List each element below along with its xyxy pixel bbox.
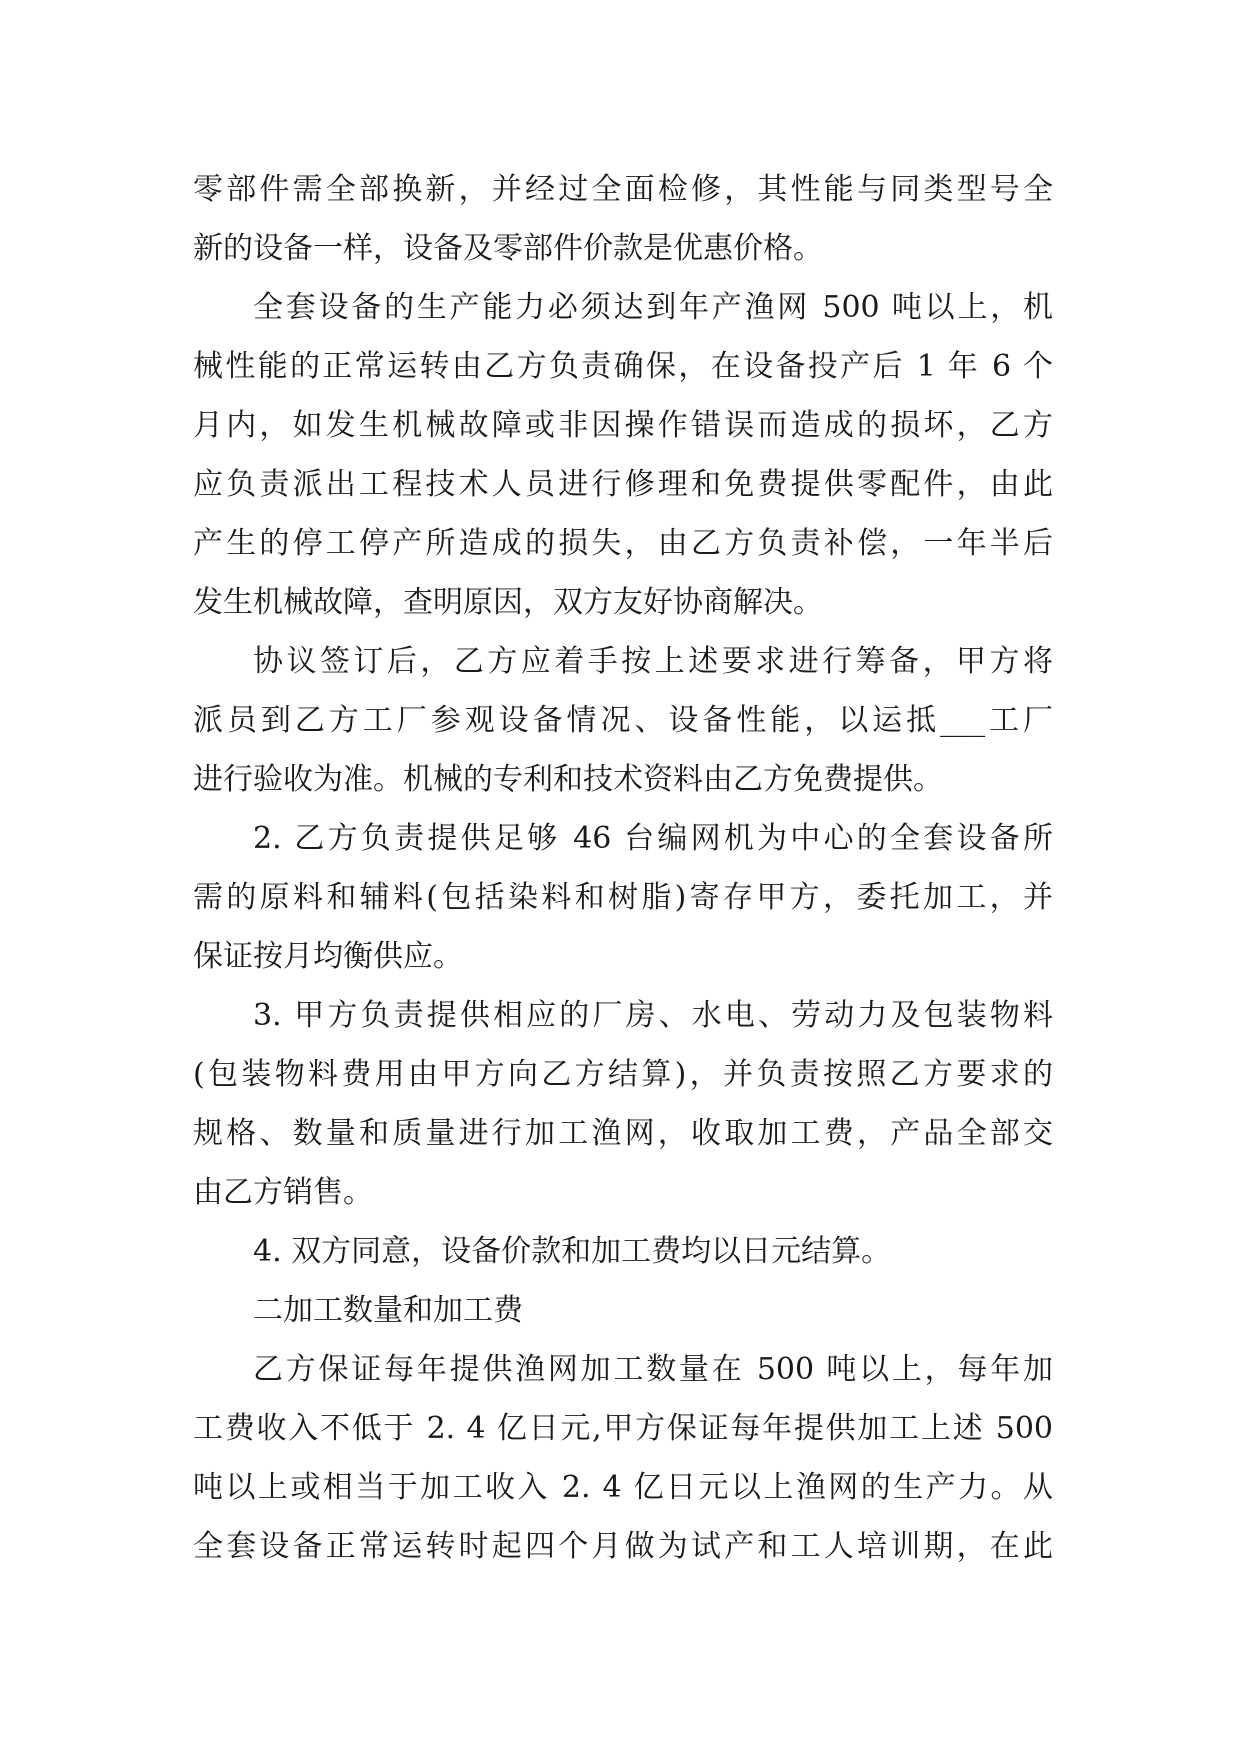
text-line: 械性能的正常运转由乙方负责确保，在设备投产后 1 年 6 个 <box>193 349 1053 384</box>
document-page <box>193 160 1053 1576</box>
text-line: 派员到乙方工厂参观设备情况、设备性能，以运抵___工厂 <box>193 703 1053 738</box>
text-line: 二加工数量和加工费 <box>253 1293 523 1328</box>
text-line: 乙方保证每年提供渔网加工数量在 500 吨以上，每年加 <box>253 1352 1053 1387</box>
text-line: 3. 甲方负责提供相应的厂房、水电、劳动力及包装物料 <box>253 998 1053 1033</box>
text-line: 全套设备的生产能力必须达到年产渔网 500 吨以上，机 <box>253 290 1053 325</box>
text-line: 工费收入不低于 2. 4 亿日元,甲方保证每年提供加工上述 500 <box>193 1411 1053 1446</box>
text-line: 吨以上或相当于加工收入 2. 4 亿日元以上渔网的生产力。从 <box>193 1470 1053 1505</box>
text-line: 产生的停工停产所造成的损失，由乙方负责补偿，一年半后 <box>193 526 1053 561</box>
text-line: 进行验收为准。机械的专利和技术资料由乙方免费提供。 <box>193 762 943 797</box>
text-line: 应负责派出工程技术人员进行修理和免费提供零配件，由此 <box>193 467 1053 502</box>
text-line: 全套设备正常运转时起四个月做为试产和工人培训期，在此 <box>193 1529 1053 1564</box>
text-line: 需的原料和辅料(包括染料和树脂)寄存甲方，委托加工，并 <box>193 880 1053 915</box>
text-line: 规格、数量和质量进行加工渔网，收取加工费，产品全部交 <box>193 1116 1053 1151</box>
text-line: 4. 双方同意，设备价款和加工费均以日元结算。 <box>253 1234 892 1269</box>
text-line: 2. 乙方负责提供足够 46 台编网机为中心的全套设备所 <box>253 821 1053 856</box>
text-line: 保证按月均衡供应。 <box>193 939 463 974</box>
text-line: 新的设备一样，设备及零部件价款是优惠价格。 <box>193 231 823 266</box>
text-line: 零部件需全部换新，并经过全面检修，其性能与同类型号全 <box>193 172 1053 207</box>
text-line: 发生机械故障，查明原因，双方友好协商解决。 <box>193 585 823 620</box>
text-line: (包装物料费用由甲方向乙方结算)，并负责按照乙方要求的 <box>193 1057 1053 1092</box>
text-line: 协议签订后，乙方应着手按上述要求进行筹备，甲方将 <box>253 644 1053 679</box>
text-line: 月内，如发生机械故障或非因操作错误而造成的损坏，乙方 <box>193 408 1053 443</box>
text-line: 由乙方销售。 <box>193 1175 373 1210</box>
